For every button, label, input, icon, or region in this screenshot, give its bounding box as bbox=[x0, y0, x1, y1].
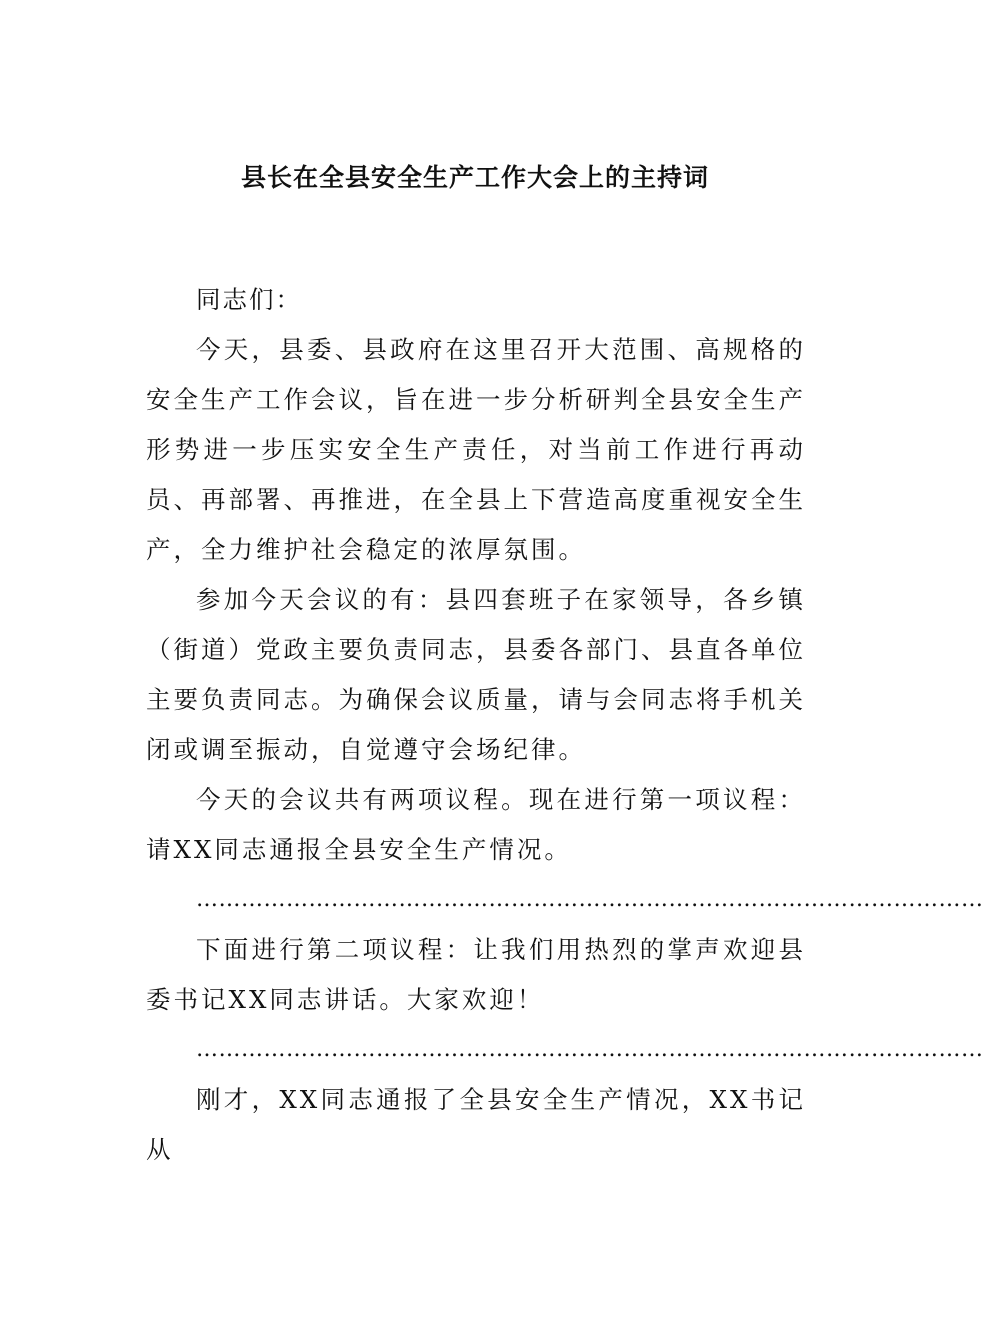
closing-paragraph: 刚才，XX同志通报了全县安全生产情况，XX书记从 bbox=[146, 1085, 806, 1164]
attendees-paragraph: 参加今天会议的有：县四套班子在家领导，各乡镇（街道）党政主要负责同志，县委各部门、县直各单位主要负责同志。为确保会议质量，请与会同志将手机关闭或调至振动，自觉遵守会场纪律。 bbox=[146, 585, 806, 764]
ellipsis-separator: …………………………………………………………………………………………… bbox=[196, 887, 984, 912]
salutation-paragraph: 同志们： bbox=[196, 285, 302, 314]
agenda-item-two-paragraph: 下面进行第二项议程：让我们用热烈的掌声欢迎县委书记XX同志讲话。大家欢迎！ bbox=[146, 935, 806, 1014]
document-body bbox=[146, 275, 984, 1175]
opening-paragraph: 今天，县委、县政府在这里召开大范围、高规格的安全生产工作会议，旨在进一步分析研判全县安全生产形势进一步压实安全生产责任，对当前工作进行再动员、再部署、再推进，在全县上下营造高度重视安全生产，全力维护社会稳定的浓厚氛围。 bbox=[146, 335, 806, 564]
agenda-item-one-paragraph: 今天的会议共有两项议程。现在进行第一项议程：请XX同志通报全县安全生产情况。 bbox=[146, 785, 806, 864]
document-title: 县长在全县安全生产工作大会上的主持词 bbox=[240, 163, 709, 192]
ellipsis-separator: …………………………………………………………………………………………… bbox=[196, 1037, 984, 1062]
